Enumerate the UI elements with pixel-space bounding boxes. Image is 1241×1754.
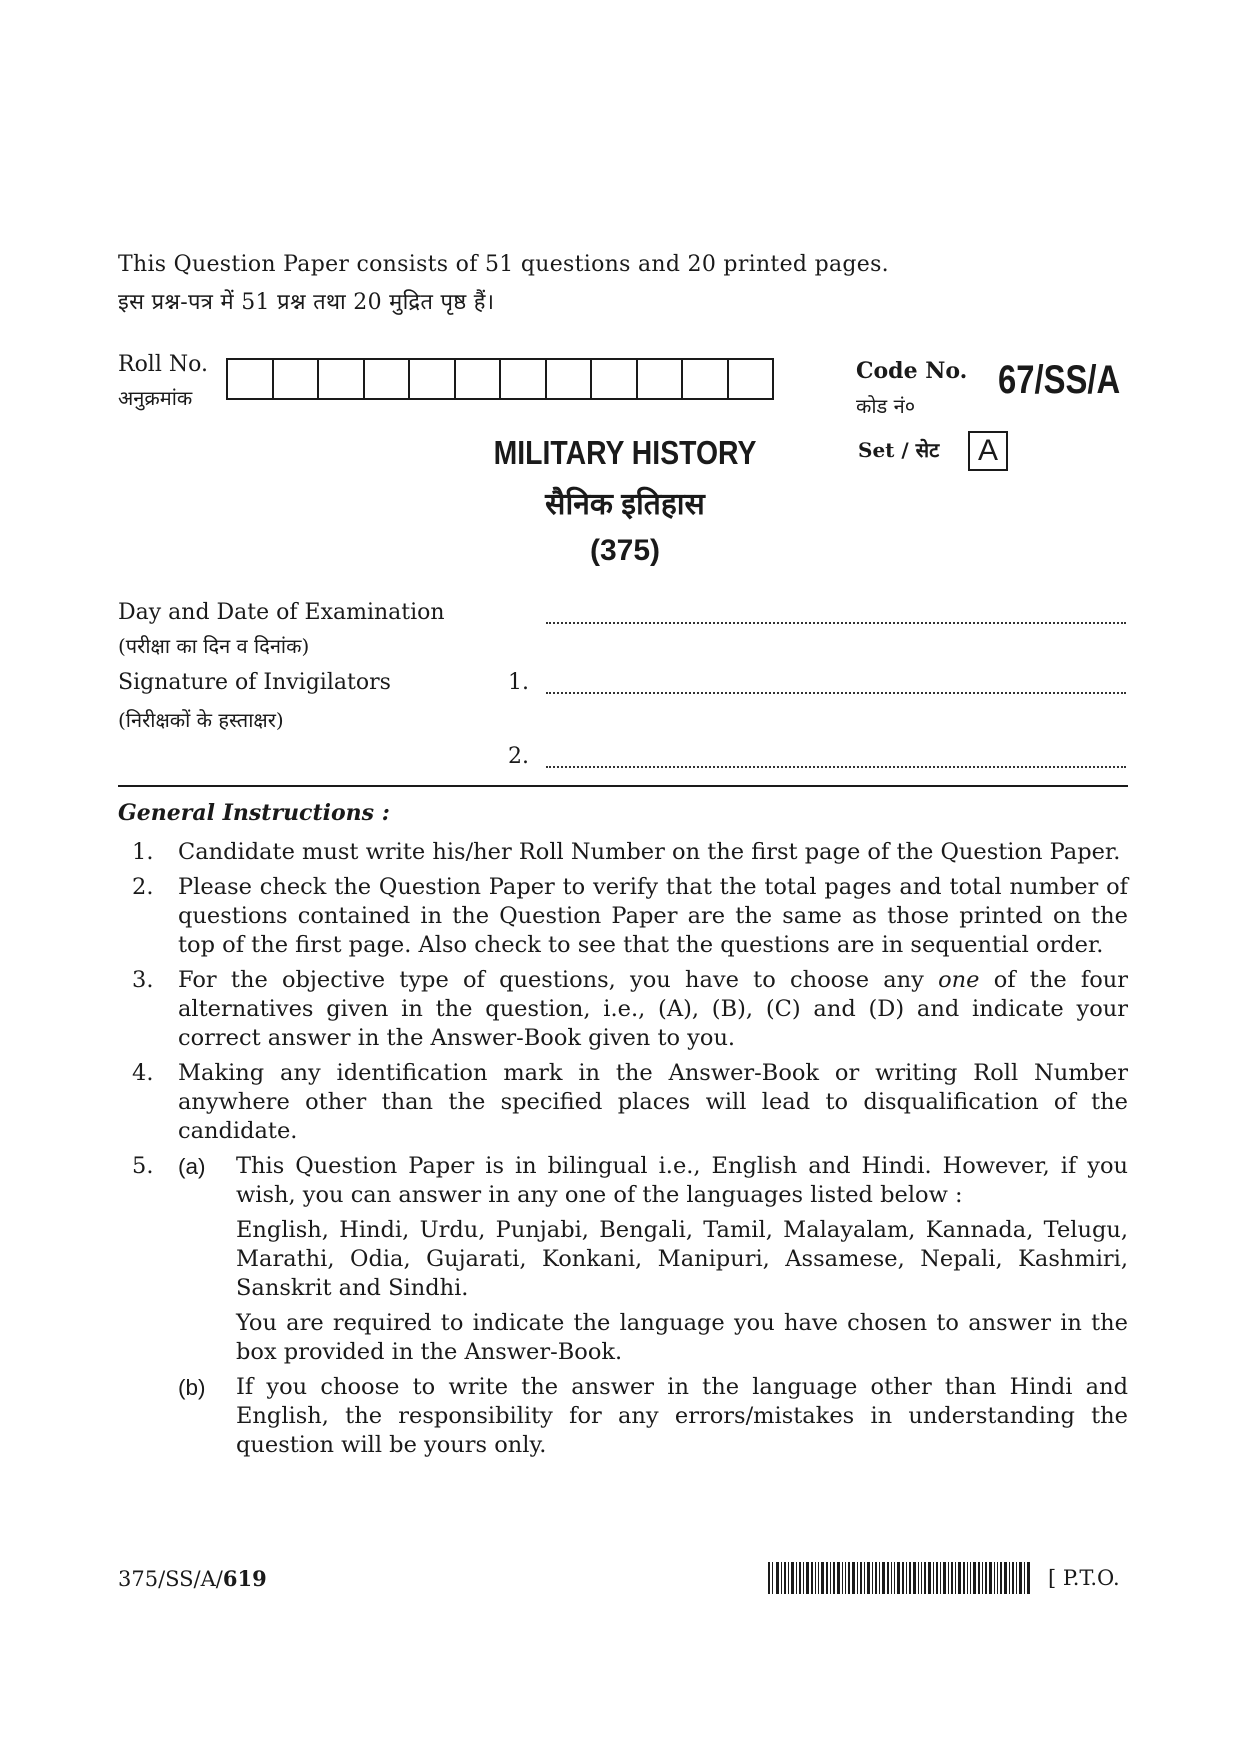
subitem-label: (b) [178, 1375, 206, 1400]
instructions-list [118, 838, 1128, 1466]
instruction-emphasis: one [938, 967, 980, 993]
instruction-subitem-a [178, 1152, 1128, 1367]
invigilator-label-hindi: (निरीक्षकों के हस्ताक्षर) [118, 708, 284, 732]
section-divider [118, 785, 1128, 787]
roll-digit-box[interactable] [454, 360, 500, 398]
roll-digit-box[interactable] [727, 360, 773, 398]
instruction-item [118, 966, 1128, 1053]
invigilator-label-english: Signature of Invigilators [118, 670, 391, 695]
roll-digit-box[interactable] [408, 360, 454, 398]
pto-label: [ P.T.O. [1048, 1566, 1120, 1590]
roll-label-english: Roll No. [118, 352, 208, 377]
exam-date-label-hindi: (परीक्षा का दिन व दिनांक) [118, 634, 310, 658]
instruction-number: 5. [132, 1153, 154, 1179]
instruction-item [118, 838, 1128, 867]
roll-number-boxes[interactable] [226, 358, 774, 400]
exam-date-label-english: Day and Date of Examination [118, 600, 445, 625]
subitem-label: (a) [178, 1154, 206, 1179]
footer-code-prefix: 375/SS/A/ [118, 1567, 223, 1591]
instructions-heading: General Instructions : [118, 800, 390, 826]
instruction-number: 4. [132, 1060, 154, 1086]
instruction-subitem-b [178, 1373, 1128, 1460]
subject-title-english: MILITARY HISTORY [493, 434, 757, 471]
roll-digit-box[interactable] [363, 360, 409, 398]
invigilator-1-signature-field[interactable] [546, 692, 1126, 694]
instruction-item [118, 1152, 1128, 1460]
barcode [768, 1562, 1030, 1594]
invigilator-2-number: 2. [508, 744, 529, 769]
code-label-hindi: कोड नं० [856, 394, 916, 418]
invigilator-2-signature-field[interactable] [546, 766, 1126, 768]
paper-info-english: This Question Paper consists of 51 questions and 20 printed pages. [118, 252, 889, 277]
code-label-english: Code No. [856, 358, 968, 384]
instruction-number: 2. [132, 874, 154, 900]
subject-title-hindi: सैनिक इतिहास [545, 488, 705, 521]
instruction-text: Please check the Question Paper to verify that the total pages and total number of questions contained in the Question Paper are the same as those printed on the top of the first page. Also check to see that the questions are in sequential order. [178, 874, 1128, 958]
exam-date-field[interactable] [546, 622, 1126, 624]
footer-code-number: 619 [222, 1566, 267, 1591]
language-note: You are required to indicate the language you have chosen to answer in the box provided in the Answer-Book. [236, 1310, 1128, 1365]
code-value: 67/SS/A [998, 358, 1121, 402]
set-label: Set / सेट [858, 438, 940, 462]
roll-digit-box[interactable] [228, 360, 272, 398]
instruction-number: 1. [132, 839, 154, 865]
set-value-box: A [968, 431, 1008, 471]
subitem-text: This Question Paper is in bilingual i.e., English and Hindi. However, if you wish, you can answer in any one of the languages listed below : [236, 1153, 1128, 1208]
instruction-text-part: For the objective type of questions, you have to choose any [178, 967, 939, 993]
roll-digit-box[interactable] [317, 360, 363, 398]
roll-digit-box[interactable] [545, 360, 591, 398]
instruction-text: Making any identification mark in the Answer-Book or writing Roll Number anywhere other than the specified places will lead to disqualification of the candidate. [178, 1060, 1128, 1144]
roll-digit-box[interactable] [681, 360, 727, 398]
subitem-text: If you choose to write the answer in the language other than Hindi and English, the responsibility for any errors/mistakes in understanding the question will be yours only. [236, 1374, 1128, 1458]
roll-digit-box[interactable] [636, 360, 682, 398]
roll-label-hindi: अनुक्रमांक [118, 386, 193, 410]
instruction-number: 3. [132, 967, 154, 993]
instruction-text-part: of the four alternatives given in the question, i.e., (A), (B), (C) and (D) and indicate your correct answer in the Answer-Book given to you. [178, 967, 1128, 1051]
instruction-text: Candidate must write his/her Roll Number on the first page of the Question Paper. [178, 839, 1121, 865]
instruction-item [118, 1059, 1128, 1146]
roll-digit-box[interactable] [590, 360, 636, 398]
invigilator-1-number: 1. [508, 670, 529, 695]
language-list: English, Hindi, Urdu, Punjabi, Bengali, Tamil, Malayalam, Kannada, Telugu, Marathi, Odia, Gujarati, Konkani, Manipuri, Assamese, Nepali, Kashmiri, Sanskrit and Sindhi. [236, 1217, 1128, 1301]
footer-paper-code [118, 1566, 267, 1591]
roll-digit-box[interactable] [499, 360, 545, 398]
roll-digit-box[interactable] [272, 360, 318, 398]
subject-code: (375) [589, 534, 661, 567]
paper-info-hindi: इस प्रश्न-पत्र में 51 प्रश्न तथा 20 मुद्रित पृष्ठ हैं। [118, 290, 495, 315]
instruction-item [118, 873, 1128, 960]
